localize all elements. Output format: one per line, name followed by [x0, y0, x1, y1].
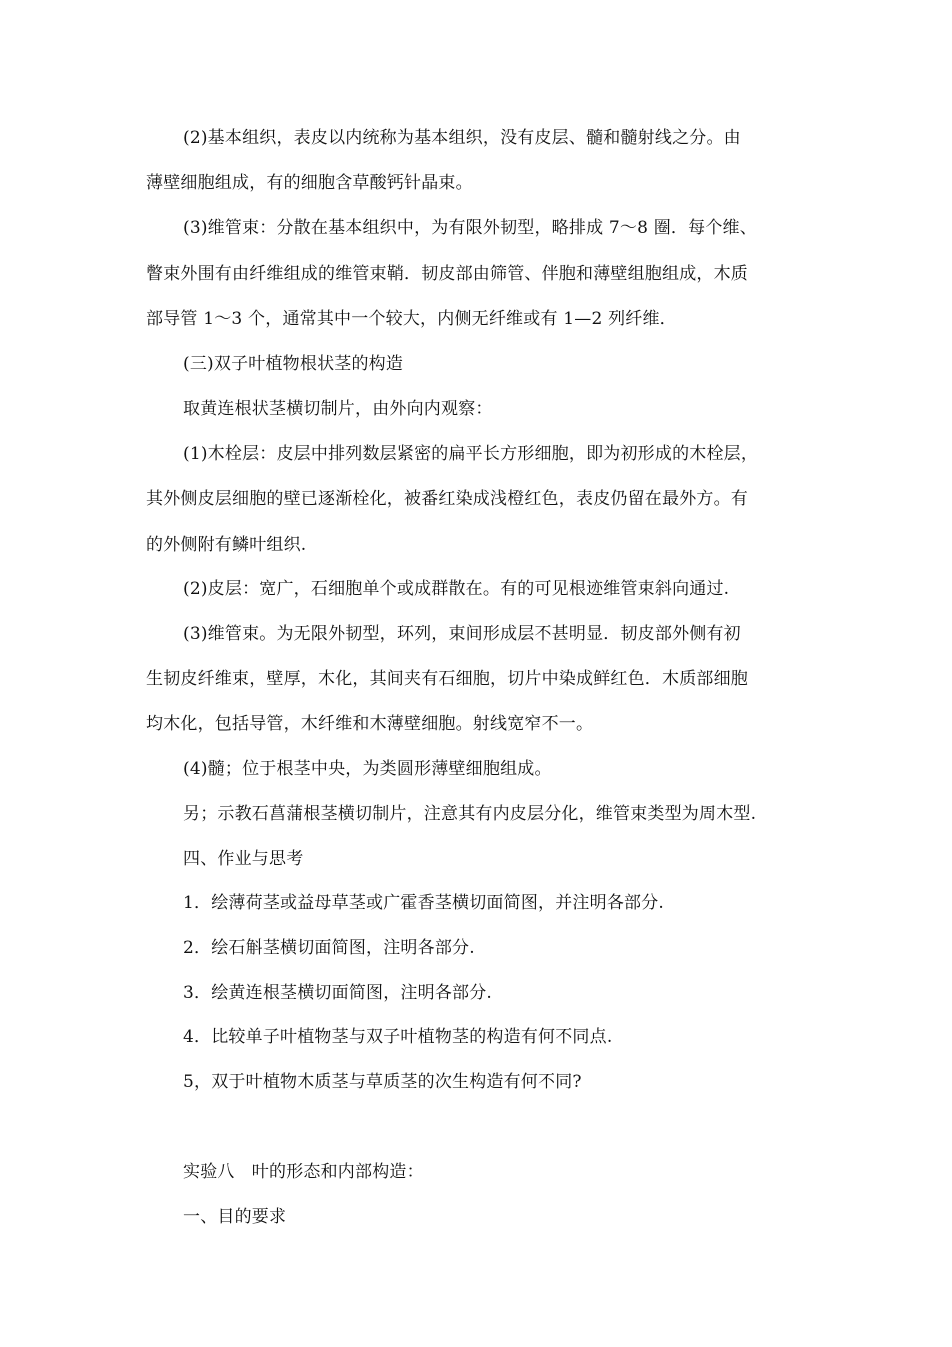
section-heading: (三)双子叶植物根状茎的构造	[183, 354, 404, 374]
list-item: 5，双于叶植物木质茎与草质茎的次生构造有何不同?	[183, 1072, 582, 1092]
text-line: 的外侧附有鳞叶组织.	[146, 535, 307, 555]
list-item: 4．比较单子叶植物茎与双子叶植物茎的构造有何不同点.	[183, 1027, 613, 1047]
text-line: (3)维管束。为无限外韧型，环列，束间形成层不甚明显．韧皮部外侧有初	[183, 624, 741, 644]
list-item: 2．绘石斛茎横切面简图，注明各部分.	[183, 938, 475, 958]
text-line: 均木化，包括导管，木纤维和木薄壁细胞。射线宽窄不一。	[146, 714, 594, 734]
text-line: (2)皮层：宽广，石细胞单个或成群散在。有的可见根迹维管束斜向通过.	[183, 579, 730, 599]
text-line: 另；示教石菖蒲根茎横切制片，注意其有内皮层分化，维管束类型为周木型.	[183, 804, 757, 824]
text-line: (4)髓；位于根茎中央，为类圆形薄壁细胞组成。	[183, 759, 552, 779]
text-line: (3)维管束：分散在基本组织中，为有限外韧型，略排成 7～8 圈．每个维、	[183, 218, 757, 238]
text-line: 部导管 1～3 个，通常其中一个较大，内侧无纤维或有 1—2 列纤维．	[146, 309, 677, 329]
text-line: 取黄连根状茎横切制片，由外向内观察：	[183, 399, 493, 419]
text-line: 瞥束外围有由纤维组成的维管束鞘．韧皮部由筛管、伴胞和薄壁组胞组成，木质	[146, 264, 748, 284]
text-line: 薄壁细胞组成，有的细胞含草酸钙针晶束。	[146, 173, 473, 193]
text-line: (2)基本组织，表皮以内统称为基本组织，没有皮层、髓和髓射线之分。由	[183, 128, 741, 148]
text-line: (1)木栓层：皮层中排列数层紧密的扁平长方形细胞，即为初形成的木栓层，	[183, 444, 759, 464]
section-heading: 四、作业与思考	[183, 849, 304, 869]
list-item: 3．绘黄连根茎横切面简图，注明各部分.	[183, 983, 493, 1003]
text-line: 其外侧皮层细胞的壁已逐渐栓化，被番红染成浅橙红色，表皮仍留在最外方。有	[146, 489, 748, 509]
text-line: 生韧皮纤维束，壁厚，木化，其间夹有石细胞，切片中染成鲜红色．木质部细胞	[146, 669, 748, 689]
section-heading: 一、目的要求	[183, 1207, 287, 1227]
list-item: 1．绘薄荷茎或益母草茎或广霍香茎横切面简图，并注明各部分.	[183, 893, 665, 913]
experiment-title: 实验八 叶的形态和内部构造：	[183, 1162, 424, 1182]
